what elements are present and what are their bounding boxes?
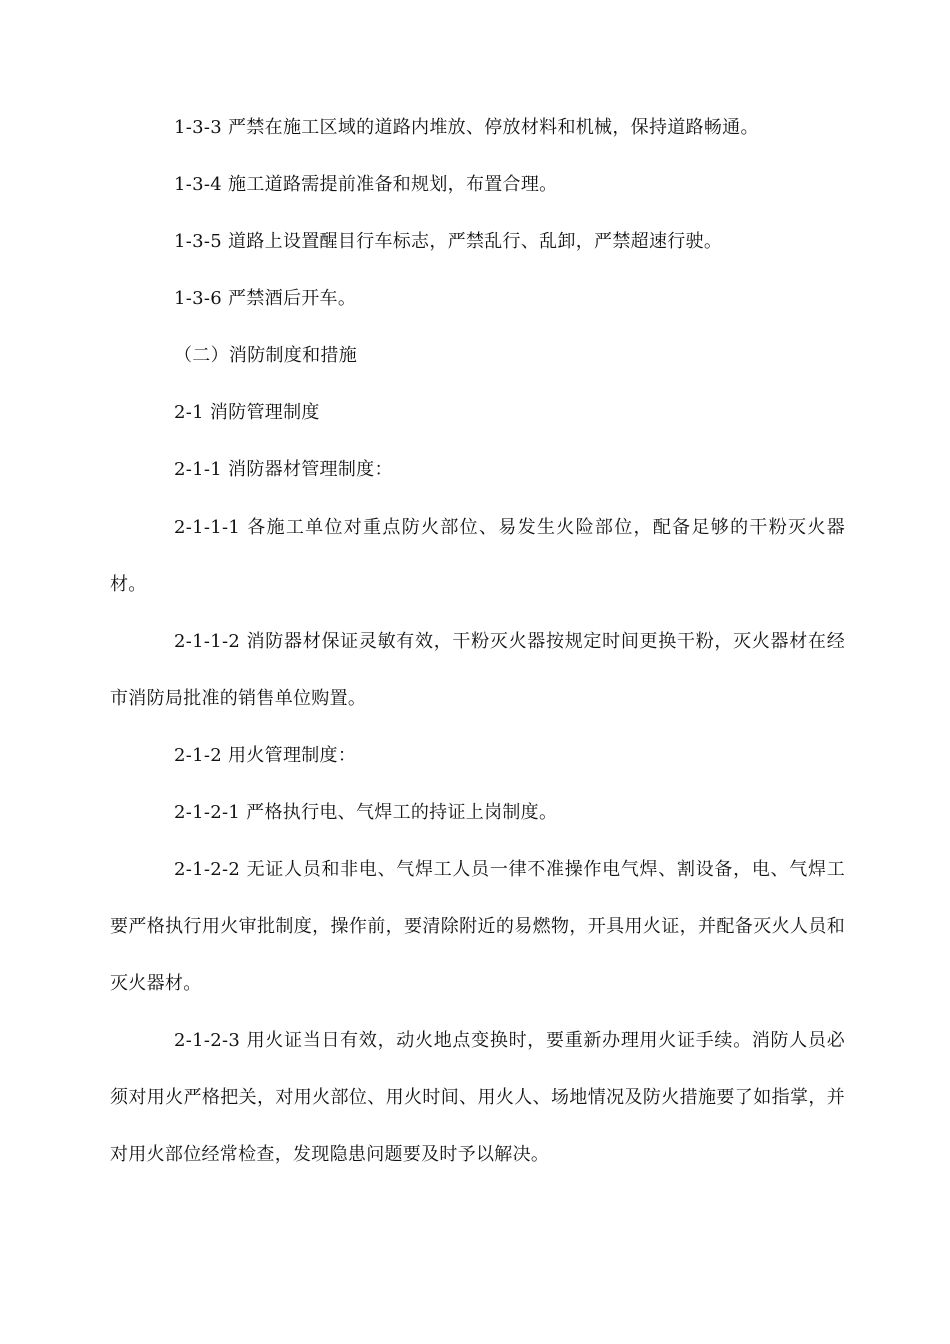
paragraph-2-1-2-1: 2-1-2-1 严格执行电、气焊工的持证上岗制度。: [174, 802, 558, 823]
paragraph-1-3-5: 1-3-5 道路上设置醒目行车标志，严禁乱行、乱卸，严禁超速行驶。: [174, 231, 723, 252]
paragraph-2-1-1-1: 2-1-1-1 各施工单位对重点防火部位、易发生火险部位，配备足够的干粉灭火器材。: [110, 517, 845, 595]
heading-2-1: 2-1 消防管理制度: [174, 402, 320, 423]
heading-2-1-1: 2-1-1 消防器材管理制度：: [174, 459, 393, 480]
heading-2-1-2: 2-1-2 用火管理制度：: [174, 745, 357, 766]
paragraph-2-1-1-2: 2-1-1-2 消防器材保证灵敏有效，干粉灭火器按规定时间更换干粉，灭火器材在经市消防局批准的销售单位购置。: [110, 631, 845, 709]
paragraph-1-3-6: 1-3-6 严禁酒后开车。: [174, 288, 357, 309]
paragraph-2-1-2-2: 2-1-2-2 无证人员和非电、气焊工人员一律不准操作电气焊、割设备，电、气焊工要严格执行用火审批制度，操作前，要清除附近的易燃物，开具用火证，并配备灭火人员和灭火器材。: [110, 859, 845, 994]
paragraph-1-3-3: 1-3-3 严禁在施工区域的道路内堆放、停放材料和机械，保持道路畅通。: [174, 117, 759, 138]
paragraph-1-3-4: 1-3-4 施工道路需提前准备和规划，布置合理。: [174, 174, 558, 195]
paragraph-2-1-2-3: 2-1-2-3 用火证当日有效，动火地点变换时，要重新办理用火证手续。消防人员必须对用火严格把关，对用火部位、用火时间、用火人、场地情况及防火措施要了如指掌，并对用火部位经常检查，发现隐患问题要及时予以解决。: [110, 1030, 845, 1165]
section-heading-fire-safety: （二）消防制度和措施: [174, 345, 357, 366]
